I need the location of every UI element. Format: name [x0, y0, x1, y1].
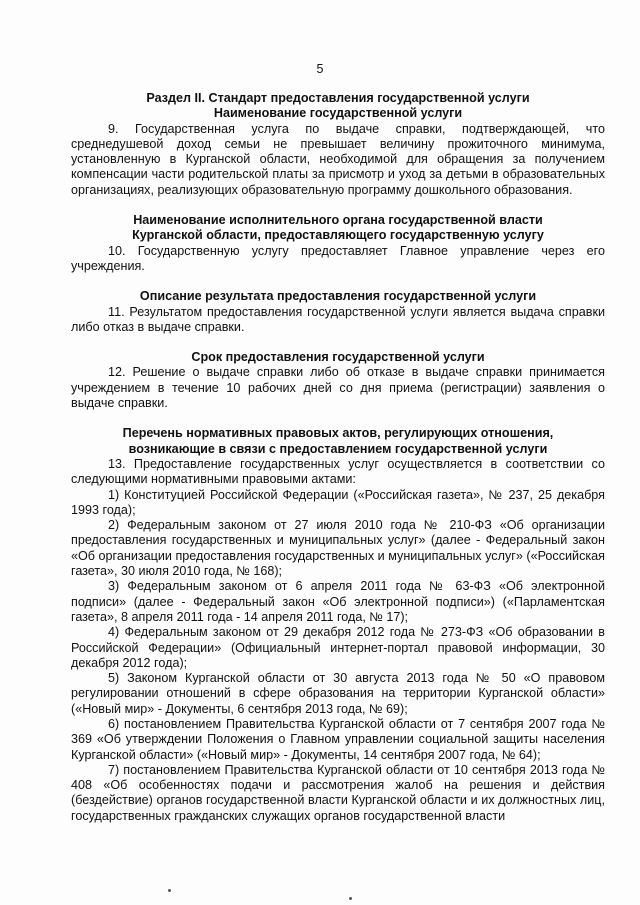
section-subtitle: Наименование государственной услуги — [213, 106, 463, 121]
scan-speck — [168, 889, 171, 892]
page-number: 5 — [316, 62, 324, 76]
acts-item-7: 7) постановлением Правительства Курганской области от 10 сентября 2013 года № 408 «Об особенностях подачи и рассмотрения жалоб на решения и действия (бездействие) органов государственной власти Курганской области и их должностных лиц, государственных гражданских служащих органов государственной власти — [71, 762, 605, 823]
document-body — [71, 91, 605, 824]
section-title: Раздел II. Стандарт предоставления государственной услуги — [146, 91, 530, 105]
paragraph-12: 12. Решение о выдаче справки либо об отказе в выдаче справки принимается учреждением в течение 10 рабочих дней со дня приема (регистрации) заявления о выдаче справки. — [71, 365, 605, 411]
paragraph-10: 10. Государственную услугу предоставляет Главное управление через его учреждения. — [71, 243, 605, 273]
paragraph-13: 13. Предоставление государственных услуг осуществляется в соответствии со следующими нормативными правовыми актами: — [71, 456, 605, 487]
acts-item-2: 2) Федеральным законом от 27 июля 2010 года № 210-ФЗ «Об организации предоставления государственных и муниципальных услуг» (далее - Федеральный закон «Об организации предоставления государственных и муниципальных услуг» («Российская газета», 30 июля 2010 года, № 168); — [71, 518, 605, 579]
acts-item-3: 3) Федеральным законом от 6 апреля 2011 года № 63-ФЗ «Об электронной подписи» (далее - Федеральный закон «Об электронной подписи») («Парламентская газета», 8 апреля 2011 года - 14 апреля 2011 года, № 17); — [71, 579, 605, 624]
organ-heading-line1: Наименование исполнительного органа государственной власти — [133, 213, 543, 228]
acts-item-4: 4) Федеральным законом от 29 декабря 2012 года № 273-ФЗ «Об образовании в Российской Федерации» (Официальный интернет-портал правовой информации, 30 декабря 2012 года); — [71, 625, 605, 670]
acts-heading-line2: возникающие в связи с предоставлением государственной услуги — [128, 441, 548, 456]
acts-item-6: 6) постановлением Правительства Курганской области от 7 сентября 2007 года № 369 «Об утверждении Положения о Главном управлении социальной защиты населения Курганской области» («Новый мир» - Документы, 14 сентября 2007 года, № 64); — [71, 716, 605, 762]
scan-speck — [349, 897, 352, 900]
paragraph-9: 9. Государственная услуга по выдаче справки, подтверждающей, что среднедушевой доход семьи не превышает величину прожиточного минимума, установленную в Курганской области, необходимой для обращения за получением компенсации части родительской платы за присмотр и уход за детьми в образовательных организациях, реализующих образовательную программу дошкольного образования. — [71, 121, 605, 197]
result-heading: Описание результата предоставления государственной услуги — [139, 289, 537, 304]
acts-heading-line1: Перечень нормативных правовых актов, регулирующих отношения, — [122, 426, 554, 441]
term-heading: Срок предоставления государственной услуги — [191, 350, 485, 365]
acts-item-5: 5) Законом Курганской области от 30 августа 2013 года № 50 «О правовом регулировании отношений в сфере образования на территории Курганской области» («Новый мир» - Документы, 6 сентября 2013 года, № 69); — [71, 671, 605, 716]
acts-item-1: 1) Конституцией Российской Федерации («Российская газета», № 237, 25 декабря 1993 года); — [71, 487, 605, 517]
paragraph-11: 11. Результатом предоставления государственной услуги является выдача справки либо отказ в выдаче справки. — [71, 304, 605, 334]
organ-heading-line2: Курганской области, предоставляющего государственную услугу — [132, 228, 544, 243]
